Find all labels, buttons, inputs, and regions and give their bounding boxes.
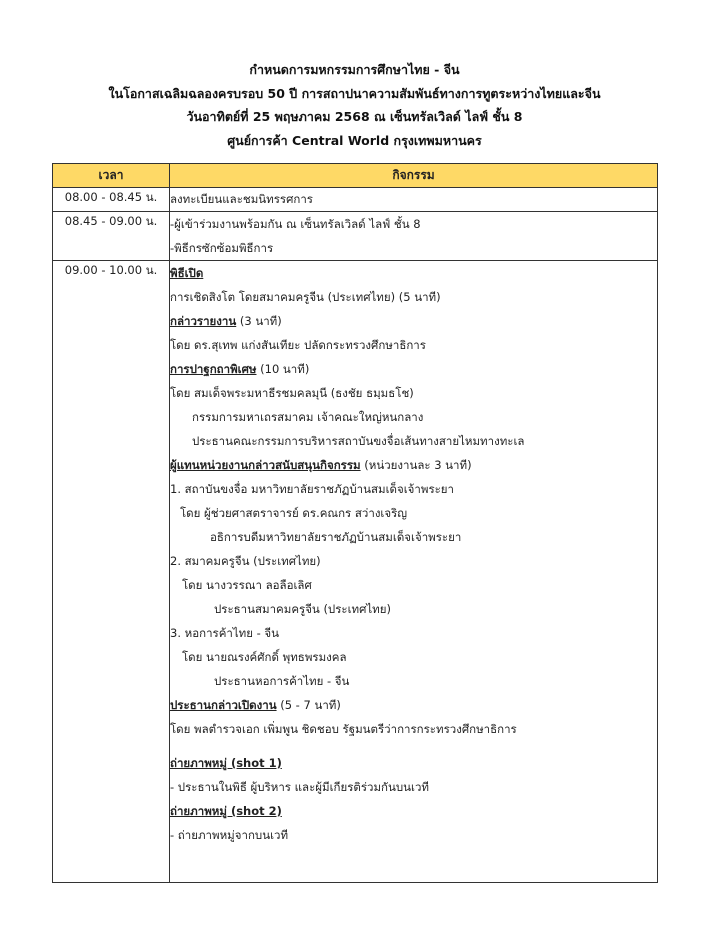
representative-org: 1. สถาบันขงจื่อ มหาวิทยาลัยราชภัฏบ้านสมเด็จเจ้าพระยา <box>170 482 454 496</box>
row-time-text: 08.45 - 09.00 น. <box>64 214 158 228</box>
special-lecture-duration: (10 นาที) <box>256 362 310 376</box>
chair-opening-title: ประธานกล่าวเปิดงาน <box>170 698 277 712</box>
representative-role: ประธานหอการค้าไทย - จีน <box>214 674 350 688</box>
header-date-venue: วันอาทิตย์ที่ 25 พฤษภาคม 2568 ณ เซ็นทรัลเวิลด์ ไลฟ์ ชั้น 8 <box>186 109 523 124</box>
report-duration: (3 นาที) <box>236 314 282 328</box>
row-activity <box>170 188 658 212</box>
representative-role: ประธานสมาคมครูจีน (ประเทศไทย) <box>214 602 391 616</box>
table-row <box>53 212 658 261</box>
table-header-row <box>53 164 658 188</box>
representative-speaker: โดย นายณรงค์ศักดิ์ พุทธพรมงคล <box>182 650 347 664</box>
representatives-duration: (หน่วยงานละ 3 นาที) <box>360 458 472 472</box>
table-row <box>53 261 658 883</box>
schedule-table <box>52 163 658 883</box>
header-location: ศูนย์การค้า Central World กรุงเทพมหานคร <box>227 132 482 148</box>
table-row <box>53 188 658 212</box>
gathering-text: -ผู้เข้าร่วมงานพร้อมกัน ณ เซ็นทรัลเวิลด์ ไลฟ์ ชั้น 8 <box>170 217 421 231</box>
special-lecture-title: การปาฐกถาพิเศษ <box>170 362 257 376</box>
header-occasion: ในโอกาสเฉลิมฉลองครบรอบ 50 ปี การสถาปนาความสัมพันธ์ทางการทูตระหว่างไทยและจีน <box>108 85 601 101</box>
header-title: กำหนดการมหกรรมการศึกษาไทย - จีน <box>249 62 460 77</box>
row-time <box>53 261 170 883</box>
row-time <box>53 212 170 261</box>
document-header <box>0 58 709 152</box>
special-lecture-role: กรรมการมหาเถรสมาคม เจ้าคณะใหญ่หนกลาง <box>192 410 424 424</box>
row-time <box>53 188 170 212</box>
rehearsal-text: -พิธีกรซักซ้อมพิธีการ <box>170 241 274 255</box>
representative-org: 2. สมาคมครูจีน (ประเทศไทย) <box>170 554 321 568</box>
row-activity <box>170 261 658 883</box>
representative-role: อธิการบดีมหาวิทยาลัยราชภัฏบ้านสมเด็จเจ้าพระยา <box>210 530 462 544</box>
row-activity <box>170 212 658 261</box>
special-lecture-role: ประธานคณะกรรมการบริหารสถาบันขงจื่อเส้นทางสายไหมทางทะเล <box>192 434 525 448</box>
row-time-text: 09.00 - 10.00 น. <box>64 263 158 277</box>
registration-text: ลงทะเบียนและชมนิทรรศการ <box>170 192 313 206</box>
group-photo-2-desc: - ถ่ายภาพหมู่จากบนเวที <box>170 828 289 842</box>
group-photo-1-desc: - ประธานในพิธี ผู้บริหาร และผู้มีเกียรติร่วมกันบนเวที <box>170 780 430 794</box>
lion-dance-text: การเชิดสิงโต โดยสมาคมครูจีน (ประเทศไทย) (5 นาที) <box>170 290 441 304</box>
representative-speaker: โดย นางวรรณา ลอลือเลิศ <box>182 578 312 592</box>
report-speaker: โดย ดร.สุเทพ แก่งสันเทียะ ปลัดกระทรวงศึกษาธิการ <box>170 338 426 352</box>
representatives-title: ผู้แทนหน่วยงานกล่าวสนับสนุนกิจกรรม <box>170 458 361 472</box>
special-lecture-speaker: โดย สมเด็จพระมหาธีรชมคลมุนี (ธงชัย ธมฺมธโช) <box>170 386 414 400</box>
chair-opening-duration: (5 - 7 นาที) <box>276 698 341 712</box>
group-photo-2-title: ถ่ายภาพหมู่ (shot 2) <box>170 804 282 818</box>
opening-ceremony-title: พิธีเปิด <box>170 266 204 280</box>
time-column-header: เวลา <box>53 164 170 188</box>
group-photo-1-title: ถ่ายภาพหมู่ (shot 1) <box>170 756 282 770</box>
activity-column-header: กิจกรรม <box>170 164 658 188</box>
report-title: กล่าวรายงาน <box>170 314 237 328</box>
row-time-text: 08.00 - 08.45 น. <box>64 190 158 204</box>
representative-org: 3. หอการค้าไทย - จีน <box>170 626 280 640</box>
representative-speaker: โดย ผู้ช่วยศาสตราจารย์ ดร.คณกร สว่างเจริญ <box>180 506 408 520</box>
chair-speaker: โดย พลตำรวจเอก เพิ่มพูน ชิดชอบ รัฐมนตรีว่าการกระทรวงศึกษาธิการ <box>170 722 517 736</box>
